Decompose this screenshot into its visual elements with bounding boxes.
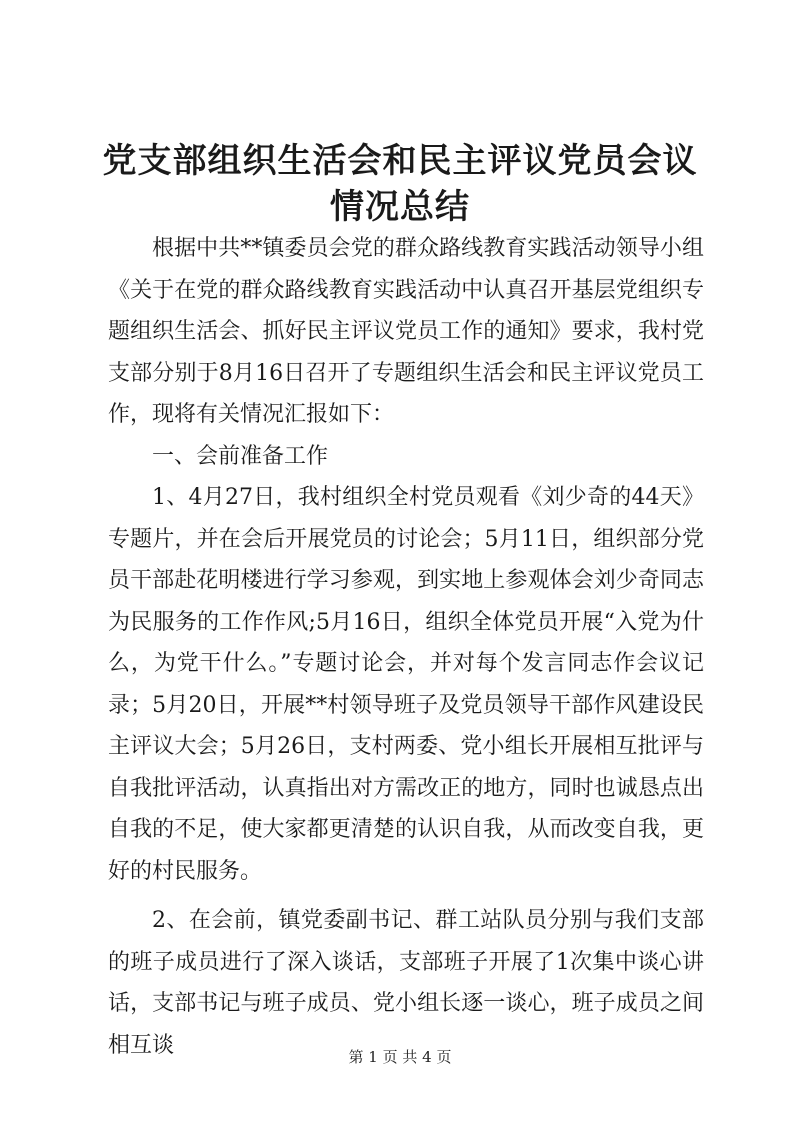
paragraph-item-1: 1、4月27日，我村组织全村党员观看《刘少奇的44天》专题片，并在会后开展党员的讨论会；5月11日，组织部分党员干部赴花明楼进行学习参观，到实地上参观体会刘少奇同志为民服务的工作作风;5月16日，组织全体党员开展“入党为什么，为党干什么。”专题讨论会，并对每个发言同志作会议记录；5月20日，开展**村领导班子及党员领导干部作风建设民主评议大会；5月26日，支村两委、党小组长开展相互批评与自我批评活动，认真指出对方需改正的地方，同时也诚恳点出自我的不足，使大家都更清楚的认识自我，从而改变自我，更好的村民服务。 <box>108 485 704 884</box>
document-body <box>108 228 704 1066</box>
section-heading: 一、会前准备工作 <box>152 443 329 469</box>
paragraph-item-2: 2、在会前，镇党委副书记、群工站队员分别与我们支部的班子成员进行了深入谈话，支部班子开展了1次集中谈心讲话，支部书记与班子成员、党小组长逐一谈心，班子成员之间相互谈 <box>108 908 704 1058</box>
page-number-footer: 第 1 页 共 4 页 <box>348 1048 452 1066</box>
document-title: 党支部组织生活会和民主评议党员会议情况总结 <box>102 141 698 227</box>
paragraph-intro: 根据中共**镇委员会党的群众路线教育实践活动领导小组《关于在党的群众路线教育实践活动中认真召开基层党组织专题组织生活会、抓好民主评议党员工作的通知》要求，我村党支部分别于8月16日召开了专题组织生活会和民主评议党员工作，现将有关情况汇报如下： <box>108 236 704 427</box>
